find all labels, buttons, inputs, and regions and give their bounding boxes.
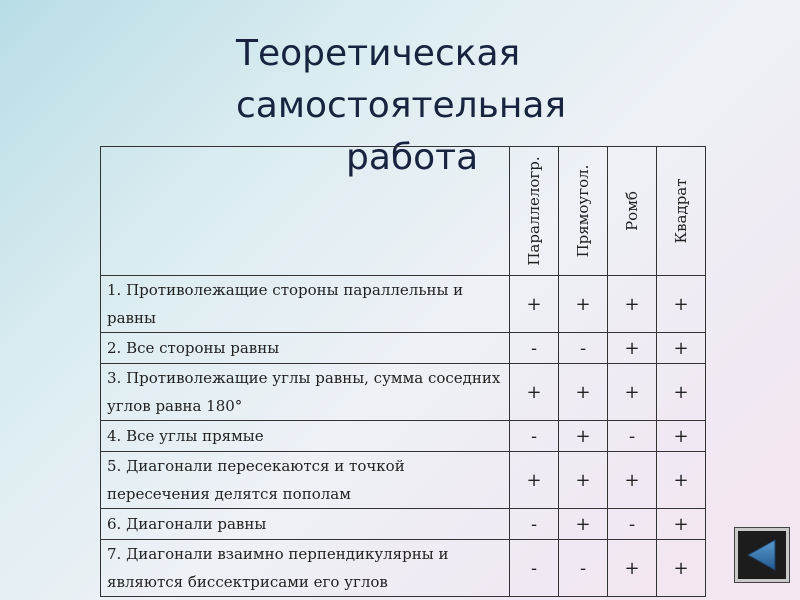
mark-cell: + <box>657 509 706 540</box>
mark-cell: - <box>510 509 559 540</box>
mark-cell: + <box>559 509 608 540</box>
mark-cell: + <box>510 364 559 421</box>
table-row <box>101 421 706 452</box>
mark-cell: - <box>510 333 559 364</box>
title-line-1: Теоретическая <box>236 33 521 74</box>
table-row <box>101 333 706 364</box>
property-text: 5. Диагонали пересекаются и точкой пересечения делятся пополам <box>101 452 510 509</box>
mark-cell: + <box>657 333 706 364</box>
properties-table <box>100 146 706 597</box>
mark-cell: + <box>657 540 706 597</box>
title-line-3: работа <box>346 137 479 178</box>
mark-cell: - <box>608 421 657 452</box>
mark-cell: - <box>559 333 608 364</box>
table-corner-cell <box>101 147 510 276</box>
property-text: 1. Противолежащие стороны параллельны и равны <box>101 276 510 333</box>
mark-cell: + <box>510 452 559 509</box>
property-text: 4. Все углы прямые <box>101 421 510 452</box>
property-text: 6. Диагонали равны <box>101 509 510 540</box>
mark-cell: + <box>657 364 706 421</box>
table-row <box>101 276 706 333</box>
property-text: 3. Противолежащие углы равны, сумма соседних углов равна 180° <box>101 364 510 421</box>
mark-cell: - <box>608 509 657 540</box>
mark-cell: + <box>559 276 608 333</box>
mark-cell: + <box>559 364 608 421</box>
mark-cell: + <box>608 540 657 597</box>
table-row <box>101 364 706 421</box>
column-header-rhombus: Ромб <box>608 147 657 276</box>
mark-cell: + <box>608 364 657 421</box>
column-header-rectangle: Прямоугол. <box>559 147 608 276</box>
table-row <box>101 509 706 540</box>
table-row <box>101 540 706 597</box>
mark-cell: + <box>657 276 706 333</box>
mark-cell: + <box>559 421 608 452</box>
mark-cell: + <box>559 452 608 509</box>
mark-cell: + <box>657 452 706 509</box>
title-line-2: самостоятельная <box>236 85 567 126</box>
triangle-left-icon <box>742 535 782 575</box>
mark-cell: + <box>608 452 657 509</box>
table-header-row <box>101 147 706 276</box>
table-row <box>101 452 706 509</box>
mark-cell: + <box>608 333 657 364</box>
column-header-parallelogram: Параллелогр. <box>510 147 559 276</box>
mark-cell: - <box>510 421 559 452</box>
mark-cell: + <box>510 276 559 333</box>
column-header-square: Квадрат <box>657 147 706 276</box>
property-text: 7. Диагонали взаимно перпендикулярны и являются биссектрисами его углов <box>101 540 510 597</box>
mark-cell: - <box>559 540 608 597</box>
mark-cell: + <box>608 276 657 333</box>
mark-cell: - <box>510 540 559 597</box>
mark-cell: + <box>657 421 706 452</box>
back-button[interactable] <box>735 528 789 582</box>
property-text: 2. Все стороны равны <box>101 333 510 364</box>
